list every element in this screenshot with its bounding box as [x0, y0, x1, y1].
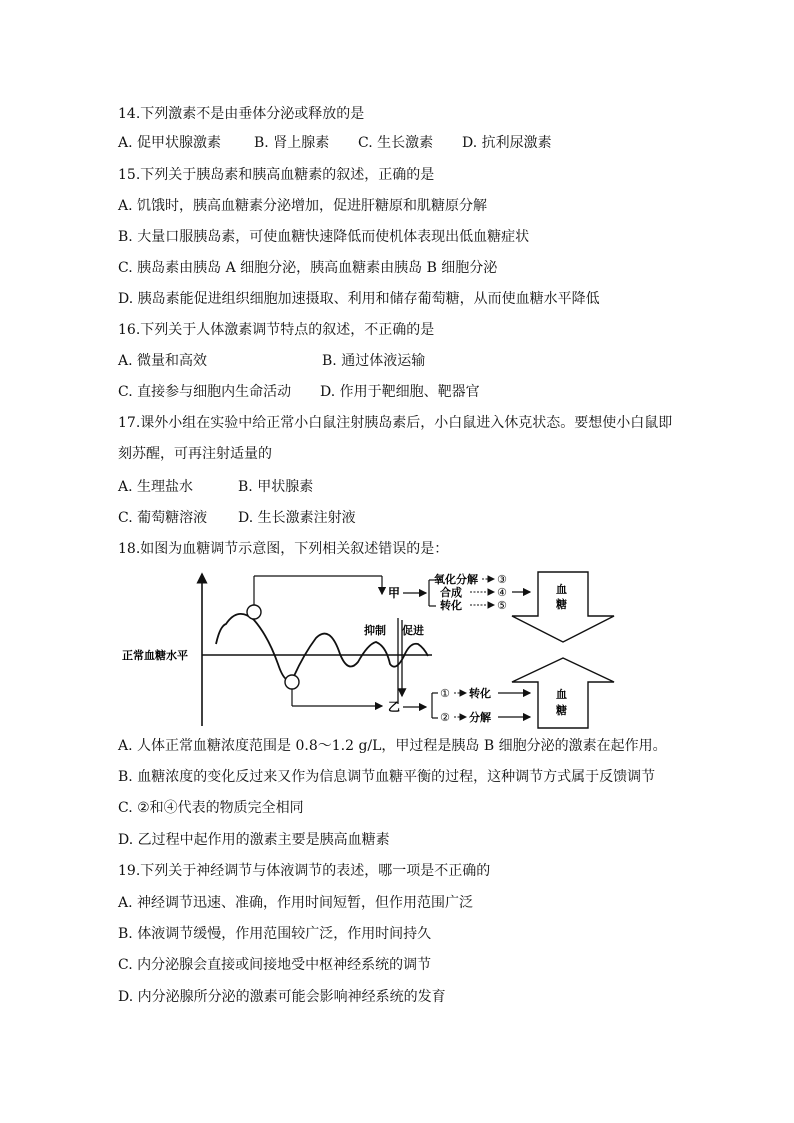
- q15-option-b: B. 大量口服胰岛素，可使血糖快速降低而使机体表现出低血糖症状: [118, 229, 530, 245]
- q14-option-d: D. 抗利尿激素: [462, 135, 552, 151]
- q17-option-c: C. 葡萄糖溶液: [118, 510, 208, 526]
- high-point-marker: [247, 605, 261, 619]
- result-3: ③: [497, 573, 507, 586]
- q17-option-d: D. 生长激素注射液: [238, 510, 356, 526]
- q16-option-a: A. 微量和高效: [118, 353, 208, 369]
- q19-option-d: D. 内分泌腺所分泌的激素可能会影响神经系统的发育: [118, 989, 446, 1005]
- q17-stem-line1: 17.课外小组在实验中给正常小白鼠注射胰岛素后，小白鼠进入休克状态。要想使小白鼠即: [118, 415, 673, 431]
- low-point-marker: [285, 675, 299, 689]
- q18-stem: 18.如图为血糖调节示意图，下列相关叙述错误的是：: [118, 541, 449, 557]
- q18-option-c: C. ②和④代表的物质完全相同: [118, 800, 304, 816]
- blood-sugar-regulation-diagram: [118, 566, 618, 730]
- q16-options-row2: [118, 382, 480, 402]
- q17-options-row2: [118, 508, 356, 528]
- path-conversion-top: 转化: [440, 599, 462, 612]
- q15-option-c: C. 胰岛素由胰岛 A 细胞分泌，胰高血糖素由胰岛 B 细胞分泌: [118, 260, 498, 276]
- box-top-char1: 血: [556, 583, 567, 596]
- q18-option-d: D. 乙过程中起作用的激素主要是胰高血糖素: [118, 832, 390, 848]
- source-2: ②: [440, 711, 450, 724]
- yi-label: 乙: [388, 700, 401, 714]
- q14-option-a: A. 促甲状腺激素: [118, 135, 222, 151]
- q17-option-a: A. 生理盐水: [118, 479, 194, 495]
- promote-label: 促进: [402, 624, 424, 637]
- source-1: ①: [440, 687, 450, 700]
- q14-stem: 14.下列激素不是由垂体分泌或释放的是: [118, 106, 365, 122]
- q14-options: [118, 133, 552, 153]
- q16-option-b: B. 通过体液运输: [322, 353, 426, 369]
- path-synthesis: 合成: [440, 586, 462, 599]
- inhibit-label: 抑制: [364, 624, 386, 637]
- q15-option-d: D. 胰岛素能促进组织细胞加速摄取、利用和储存葡萄糖，从而使血糖水平降低: [118, 291, 600, 307]
- blood-sugar-curve: [216, 614, 428, 680]
- q14-option-b: B. 肾上腺素: [254, 135, 330, 151]
- q19-option-a: A. 神经调节迅速、准确，作用时间短暂，但作用范围广泛: [118, 895, 474, 911]
- q17-options-row1: [118, 477, 313, 497]
- path-conversion-bottom: 转化: [469, 687, 491, 700]
- box-bottom-char2: 糖: [556, 704, 567, 717]
- result-5: ⑤: [497, 599, 507, 612]
- q14-option-c: C. 生长激素: [358, 135, 434, 151]
- q17-option-b: B. 甲状腺素: [238, 479, 314, 495]
- path-oxidation: 氧化分解: [434, 573, 478, 586]
- q18-option-b: B. 血糖浓度的变化反过来又作为信息调节血糖平衡的过程，这种调节方式属于反馈调节: [118, 769, 656, 785]
- q15-stem: 15.下列关于胰岛素和胰高血糖素的叙述，正确的是: [118, 167, 435, 183]
- result-4: ④: [497, 586, 507, 599]
- path-decomposition: 分解: [469, 711, 491, 724]
- box-top-char2: 糖: [556, 598, 567, 611]
- q19-option-b: B. 体液调节缓慢，作用范围较广泛，作用时间持久: [118, 926, 432, 942]
- q19-stem: 19.下列关于神经调节与体液调节的表述，哪一项是不正确的: [118, 863, 491, 879]
- q18-option-a: A. 人体正常血糖浓度范围是 0.8～1.2 g/L，甲过程是胰岛 B 细胞分泌的激素在起作用。: [118, 738, 667, 754]
- q16-options-row1: [118, 351, 425, 371]
- q17-stem-line2: 刻苏醒，可再注射适量的: [118, 446, 272, 462]
- box-bottom-char1: 血: [556, 688, 567, 701]
- jia-label: 甲: [388, 586, 401, 600]
- q16-option-c: C. 直接参与细胞内生命活动: [118, 384, 292, 400]
- q19-option-c: C. 内分泌腺会直接或间接地受中枢神经系统的调节: [118, 957, 432, 973]
- baseline-label: 正常血糖水平: [122, 649, 188, 662]
- q16-option-d: D. 作用于靶细胞、靶器官: [320, 384, 480, 400]
- q15-option-a: A. 饥饿时，胰高血糖素分泌增加，促进肝糖原和肌糖原分解: [118, 198, 488, 214]
- q16-stem: 16.下列关于人体激素调节特点的叙述，不正确的是: [118, 322, 435, 338]
